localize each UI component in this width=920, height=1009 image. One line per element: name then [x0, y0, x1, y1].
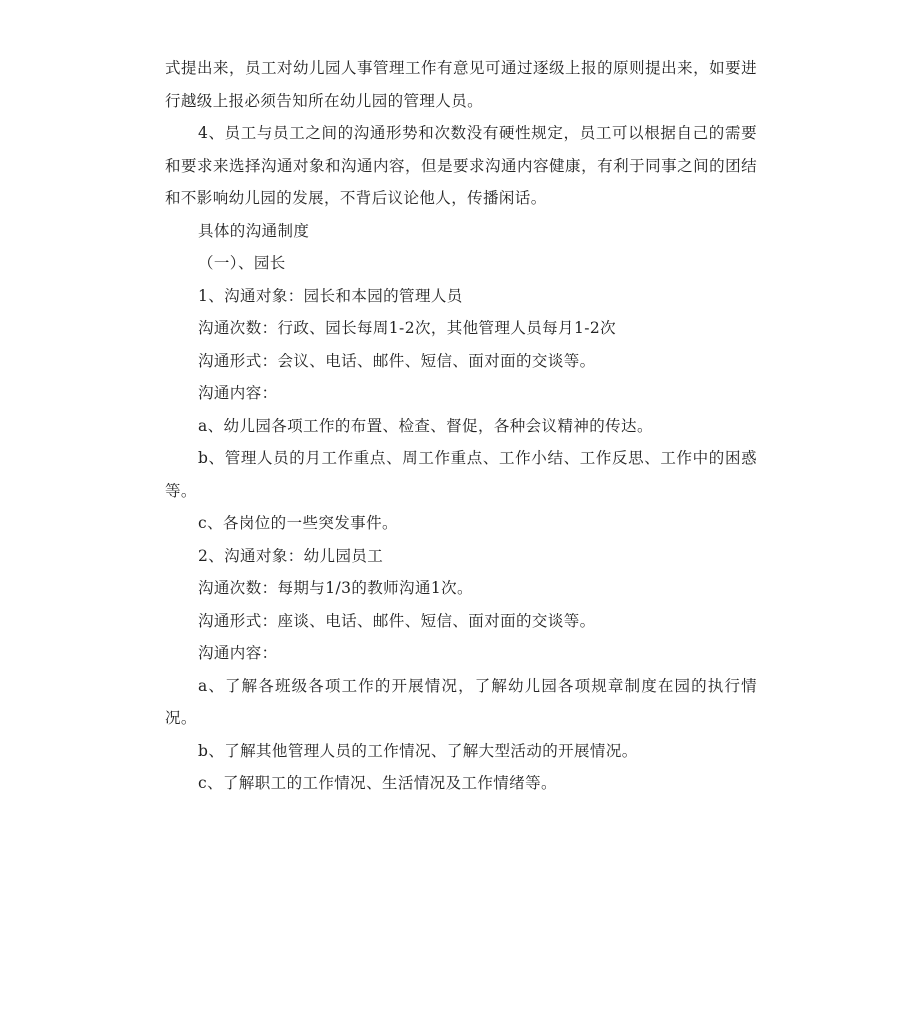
- paragraph-frequency-1: 沟通次数：行政、园长每周1-2次，其他管理人员每月1-2次: [198, 319, 617, 337]
- paragraph-form-1: 沟通形式：会议、电话、邮件、短信、面对面的交谈等。: [198, 351, 596, 370]
- paragraph-form-2: 沟通形式：座谈、电话、邮件、短信、面对面的交谈等。: [198, 611, 596, 630]
- paragraph-content-1b: b、管理人员的月工作重点、周工作重点、工作小结、工作反思、工作中的困惑等。: [165, 449, 757, 500]
- paragraph-continuation: 式提出来，员工对幼儿园人事管理工作有意见可通过逐级上报的原则提出来，如要进行越级上报必须告知所在幼儿园的管理人员。: [165, 59, 757, 110]
- paragraph-target-1: 1、沟通对象：园长和本园的管理人员: [198, 286, 463, 305]
- paragraph-content-2c: c、了解职工的工作情况、生活情况及工作情绪等。: [198, 774, 557, 792]
- paragraph-target-2: 2、沟通对象：幼儿园员工: [198, 546, 384, 565]
- section-heading-communication-system: 具体的沟通制度: [198, 221, 310, 240]
- paragraph-content-label-2: 沟通内容：: [198, 644, 278, 662]
- paragraph-content-2a: a、了解各班级各项工作的开展情况，了解幼儿园各项规章制度在园的执行情况。: [165, 676, 757, 727]
- subsection-heading-principal: （一）、园长: [198, 254, 286, 272]
- paragraph-frequency-2: 沟通次数：每期与1/3的教师沟通1次。: [198, 579, 473, 597]
- paragraph-content-2b: b、了解其他管理人员的工作情况、了解大型活动的开展情况。: [198, 741, 638, 760]
- paragraph-content-1c: c、各岗位的一些突发事件。: [198, 514, 398, 532]
- paragraph-item-4: 4、员工与员工之间的沟通形势和次数没有硬性规定，员工可以根据自己的需要和要求来选择沟通对象和沟通内容，但是要求沟通内容健康，有利于同事之间的团结和不影响幼儿园的发展，不背后议论他人，传播闲话。: [165, 124, 757, 207]
- paragraph-content-1a: a、幼儿园各项工作的布置、检查、督促，各种会议精神的传达。: [198, 416, 653, 435]
- document-body: [165, 52, 757, 800]
- paragraph-content-label-1: 沟通内容：: [198, 384, 278, 402]
